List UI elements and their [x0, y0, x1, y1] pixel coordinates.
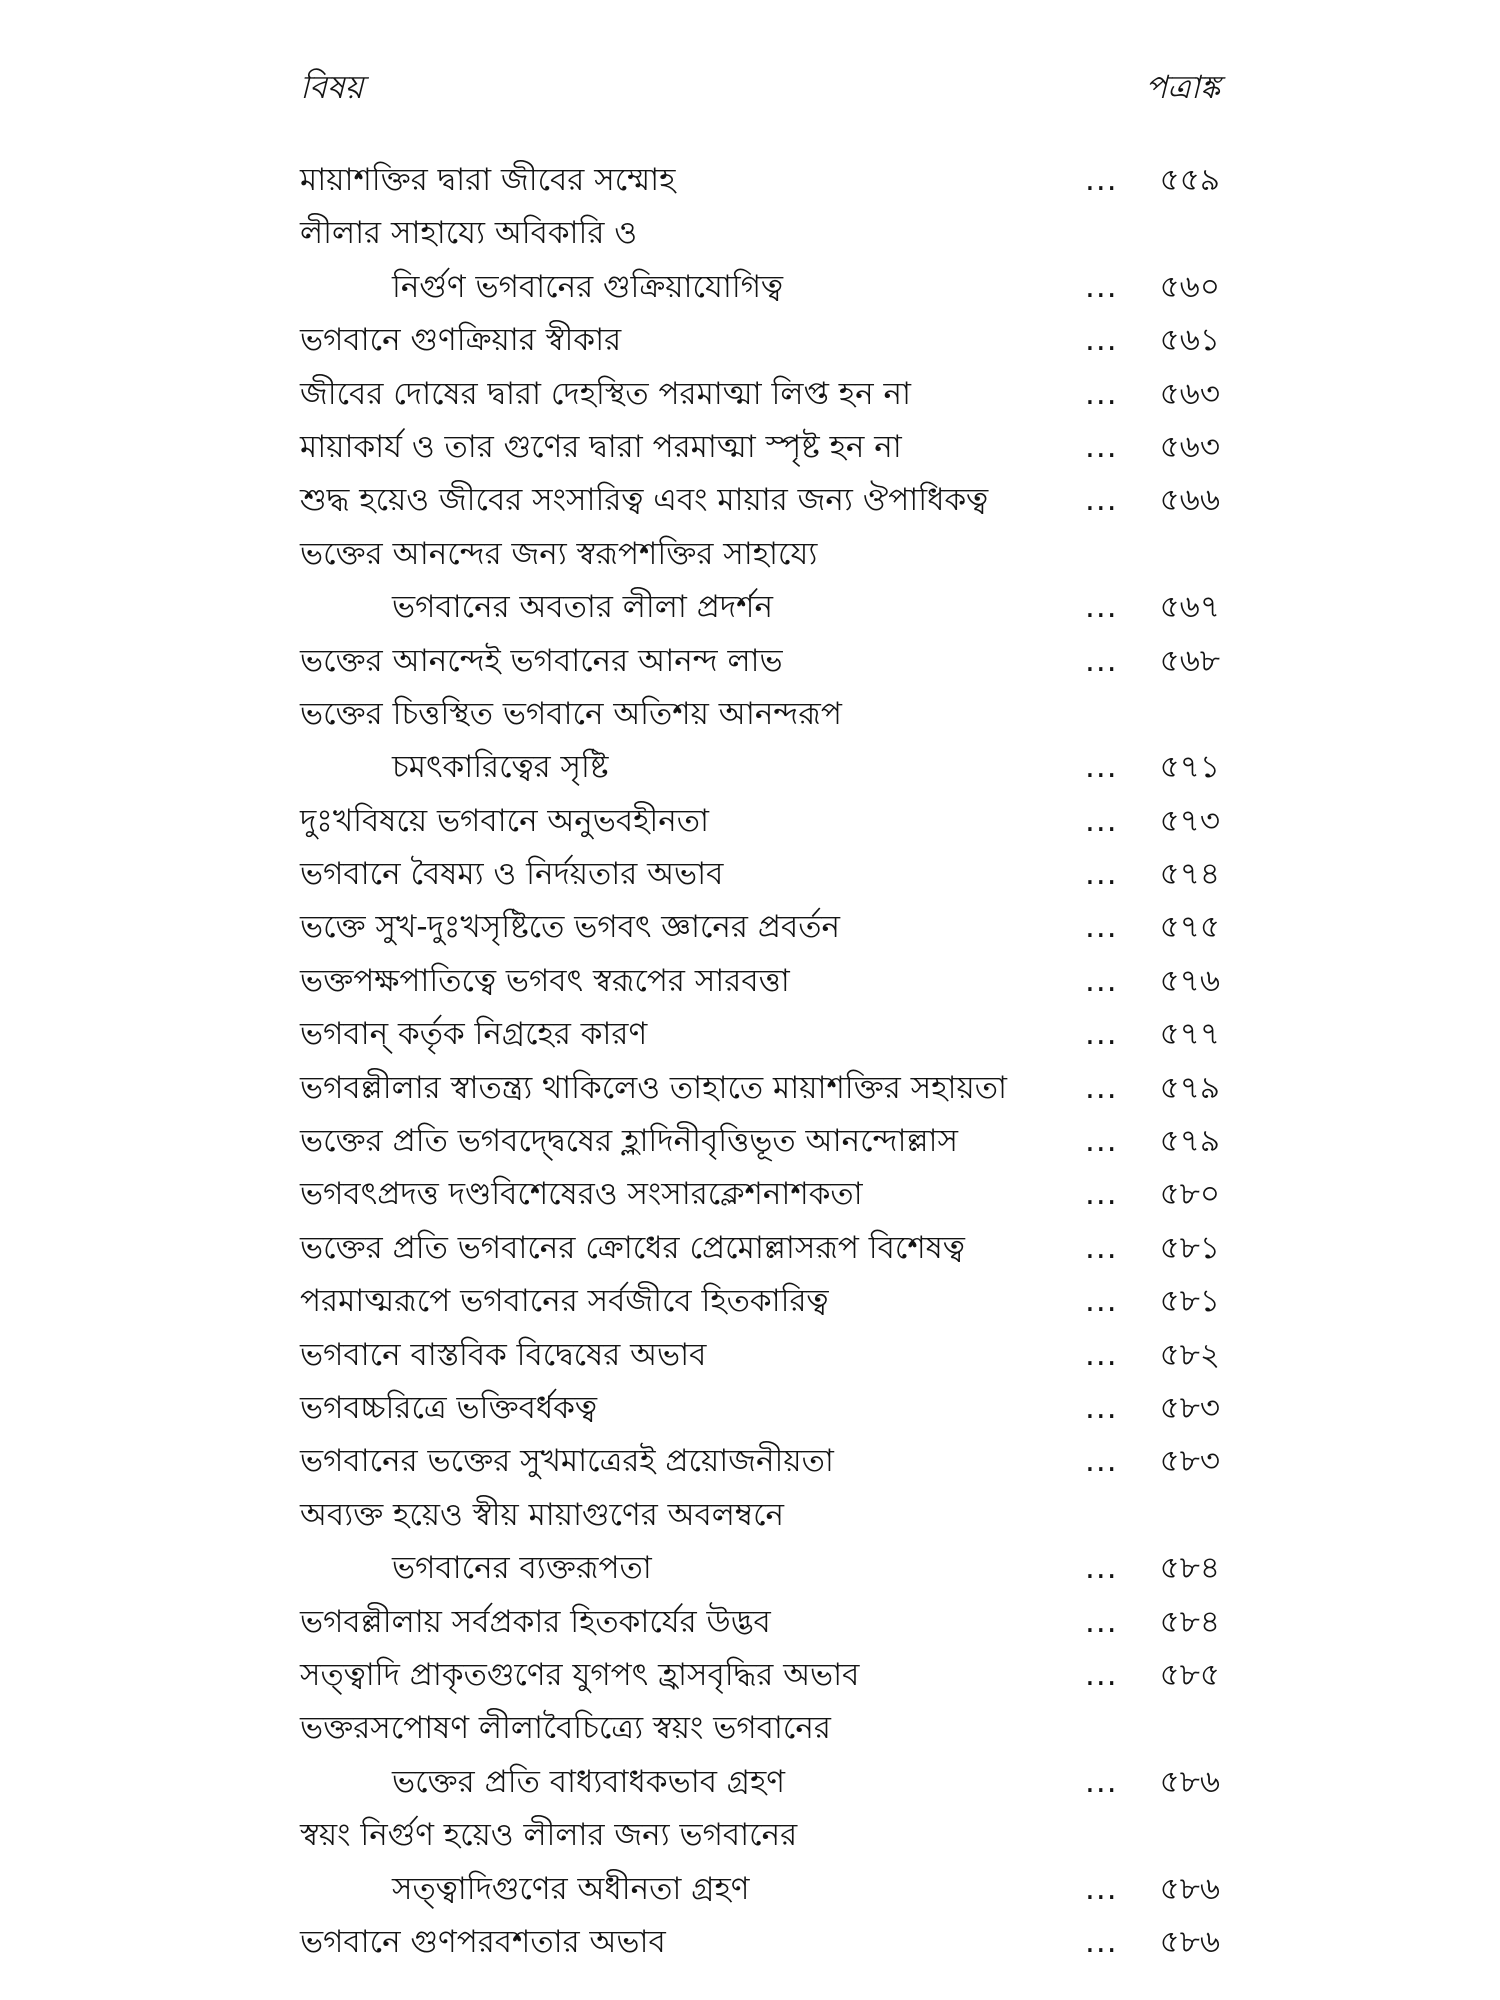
toc-entry	[300, 635, 1220, 688]
toc-entry-leader-dots: ...	[1085, 856, 1118, 893]
toc-entry-page-number: ৫৬১	[1159, 322, 1220, 359]
toc-entry-title: ভগবান্ কর্তৃক নিগ্রহের কারণ	[300, 1016, 648, 1053]
toc-entry-page-number: ৫৮০	[1159, 1176, 1220, 1213]
toc-entry-leader-dots: ...	[1085, 1389, 1118, 1426]
toc-entry	[300, 1008, 1220, 1061]
toc-entry-title: ভগবল্লীলায় সর্বপ্রকার হিতকার্যের উদ্ভব	[300, 1603, 771, 1640]
toc-entry	[300, 581, 1220, 634]
toc-entry-leader-dots: ...	[1085, 909, 1118, 946]
toc-entry-page-number: ৫৭৯	[1159, 1069, 1220, 1106]
toc-entry	[300, 1756, 1220, 1809]
toc-entry	[300, 1542, 1220, 1595]
toc-entry-leader-dots: ...	[1085, 642, 1118, 679]
toc-entry-leader-dots: ...	[1085, 802, 1118, 839]
toc-entry-leader-dots: ...	[1085, 1870, 1118, 1907]
toc-entry-leader-dots: ...	[1085, 1656, 1118, 1693]
toc-entry-page-number: ৫৬৮	[1159, 642, 1220, 679]
toc-entry-leader-dots: ...	[1085, 962, 1118, 999]
toc-entry-leader-dots: ...	[1085, 482, 1118, 519]
toc-entry-continued	[300, 207, 1220, 260]
toc-entry-leader-dots: ...	[1085, 268, 1118, 305]
toc-entry-page-number: ৫৭৯	[1159, 1123, 1220, 1160]
toc-entry	[300, 314, 1220, 367]
toc-entry-title: ভক্তের প্রতি ভগবদ্দ্বেষের হ্লাদিনীবৃত্তিভূত আনন্দোল্লাস	[300, 1123, 958, 1160]
toc-entry-title: ভক্তের চিত্তস্থিত ভগবানে অতিশয় আনন্দরূপ	[300, 695, 842, 732]
toc-entry-leader-dots: ...	[1085, 1763, 1118, 1800]
toc-entry	[300, 955, 1220, 1008]
toc-entry	[300, 741, 1220, 794]
toc-entry-leader-dots: ...	[1085, 1336, 1118, 1373]
toc-entry-continued	[300, 1489, 1220, 1542]
toc-entry-leader-dots: ...	[1085, 1283, 1118, 1320]
toc-entry-page-number: ৫৮৬	[1159, 1763, 1220, 1800]
toc-entry	[300, 261, 1220, 314]
toc-entry-page-number: ৫৮৪	[1159, 1550, 1220, 1587]
toc-entry	[300, 1435, 1220, 1488]
toc-entry-title: ভগবানে গুণপরবশতার অভাব	[300, 1923, 666, 1960]
toc-entry-page-number: ৫৭১	[1159, 749, 1220, 786]
toc-entry	[300, 154, 1220, 207]
toc-entry-leader-dots: ...	[1085, 322, 1118, 359]
toc-entry	[300, 848, 1220, 901]
toc-entry-page-number: ৫৭৩	[1159, 802, 1220, 839]
toc-entry-title: ভগবানে গুণক্রিয়ার স্বীকার	[300, 322, 622, 359]
toc-entry-title: ভক্তের আনন্দের জন্য স্বরূপশক্তির সাহায্যে	[300, 535, 818, 572]
toc-entry-leader-dots: ...	[1085, 589, 1118, 626]
toc-entry-title: ভগবানের অবতার লীলা প্রদর্শন	[392, 589, 773, 626]
toc-entry-page-number: ৫৭৬	[1159, 962, 1220, 999]
toc-list	[300, 154, 1220, 1969]
toc-entry-title: অব্যক্ত হয়েও স্বীয় মায়াগুণের অবলম্বনে	[300, 1496, 785, 1533]
toc-entry	[300, 901, 1220, 954]
toc-entry-title: জীবের দোষের দ্বারা দেহস্থিত পরমাত্মা লিপ্ত হন না	[300, 375, 911, 412]
toc-entry-leader-dots: ...	[1085, 1603, 1118, 1640]
toc-entry	[300, 1596, 1220, 1649]
toc-entry-title: ভক্তের প্রতি বাধ্যবাধকভাব গ্রহণ	[392, 1763, 786, 1800]
toc-entry-title: সত্ত্বাদিগুণের অধীনতা গ্রহণ	[392, 1870, 750, 1907]
toc-entry-leader-dots: ...	[1085, 1550, 1118, 1587]
toc-entry-page-number: ৫৮৫	[1159, 1656, 1220, 1693]
toc-entry-title: মায়াকার্য ও তার গুণের দ্বারা পরমাত্মা স্পৃষ্ট হন না	[300, 428, 902, 465]
toc-entry-page-number: ৫৭৫	[1159, 909, 1220, 946]
toc-entry-page-number: ৫৬৭	[1159, 589, 1220, 626]
toc-entry-title: ভগবল্লীলার স্বাতন্ত্র্য থাকিলেও তাহাতে মায়াশক্তির সহায়তা	[300, 1069, 1007, 1106]
toc-entry-title: ভগবানের ব্যক্তরূপতা	[392, 1550, 652, 1587]
toc-entry-leader-dots: ...	[1085, 1123, 1118, 1160]
toc-entry-continued	[300, 1809, 1220, 1862]
toc-entry	[300, 1115, 1220, 1168]
toc-entry	[300, 1863, 1220, 1916]
toc-entry-leader-dots: ...	[1085, 1923, 1118, 1960]
toc-entry-title: ভক্তরসপোষণ লীলাবৈচিত্র্যে স্বয়ং ভগবানের	[300, 1710, 831, 1747]
toc-entry-page-number: ৫৮৩	[1159, 1389, 1220, 1426]
toc-entry-leader-dots: ...	[1085, 428, 1118, 465]
toc-entry-leader-dots: ...	[1085, 1229, 1118, 1266]
toc-entry-title: মায়াশক্তির দ্বারা জীবের সম্মোহ	[300, 162, 676, 198]
toc-entry-page-number: ৫৭৪	[1159, 856, 1220, 893]
toc-header	[300, 56, 1220, 114]
toc-entry-page-number: ৫৮২	[1159, 1336, 1220, 1373]
toc-entry-page-number: ৫৫৯	[1159, 162, 1220, 198]
toc-entry-title: শুদ্ধ হয়েও জীবের সংসারিত্ব এবং মায়ার জন্য ঔপাধিকত্ব	[300, 482, 989, 519]
toc-entry-leader-dots: ...	[1085, 1016, 1118, 1053]
toc-entry	[300, 421, 1220, 474]
subject-column-heading: বিষয়	[300, 68, 364, 106]
toc-entry-title: ভগবানে বাস্তবিক বিদ্বেষের অভাব	[300, 1336, 707, 1373]
toc-entry-page-number: ৫৬৬	[1159, 482, 1220, 519]
toc-entry	[300, 368, 1220, 421]
toc-entry-page-number: ৫৮৬	[1159, 1923, 1220, 1960]
toc-entry-title: লীলার সাহায্যে অবিকারি ও	[300, 215, 638, 252]
toc-entry	[300, 1062, 1220, 1115]
toc-entry-leader-dots: ...	[1085, 1176, 1118, 1213]
toc-entry-title: চমৎকারিত্বের সৃষ্টি	[392, 749, 609, 786]
toc-entry-page-number: ৫৬৩	[1159, 375, 1220, 412]
toc-entry	[300, 1168, 1220, 1221]
toc-entry-leader-dots: ...	[1085, 749, 1118, 786]
toc-entry-page-number: ৫৮৪	[1159, 1603, 1220, 1640]
toc-entry-page-number: ৫৮৩	[1159, 1443, 1220, 1480]
toc-entry-page-number: ৫৬০	[1159, 268, 1220, 305]
toc-entry-title: সত্ত্বাদি প্রাকৃতগুণের যুগপৎ হ্রাসবৃদ্ধির অভাব	[300, 1656, 860, 1693]
toc-entry-continued	[300, 528, 1220, 581]
toc-entry	[300, 1275, 1220, 1328]
toc-entry-page-number: ৫৬৩	[1159, 428, 1220, 465]
toc-entry-page-number: ৫৭৭	[1159, 1016, 1220, 1053]
toc-entry-leader-dots: ...	[1085, 375, 1118, 412]
toc-entry	[300, 1649, 1220, 1702]
toc-entry	[300, 1916, 1220, 1969]
toc-entry	[300, 1382, 1220, 1435]
toc-entry	[300, 1222, 1220, 1275]
toc-entry-leader-dots: ...	[1085, 1443, 1118, 1480]
toc-entry-title: পরমাত্মরূপে ভগবানের সর্বজীবে হিতকারিত্ব	[300, 1283, 829, 1320]
toc-entry-title: ভক্তের আনন্দেই ভগবানের আনন্দ লাভ	[300, 642, 783, 679]
toc-entry-title: দুঃখবিষয়ে ভগবানে অনুভবহীনতা	[300, 802, 710, 839]
toc-entry-title: স্বয়ং নির্গুণ হয়েও লীলার জন্য ভগবানের	[300, 1817, 798, 1854]
toc-entry-title: ভক্তপক্ষপাতিত্বে ভগবৎ স্বরূপের সারবত্তা	[300, 962, 790, 999]
toc-entry-page-number: ৫৮১	[1159, 1283, 1220, 1320]
toc-entry-continued	[300, 1702, 1220, 1755]
toc-entry-page-number: ৫৮৬	[1159, 1870, 1220, 1907]
toc-entry-title: ভগবানের ভক্তের সুখমাত্রেরই প্রয়োজনীয়তা	[300, 1443, 834, 1480]
toc-entry-title: ভক্তে সুখ-দুঃখসৃষ্টিতে ভগবৎ জ্ঞানের প্রবর্তন	[300, 909, 840, 946]
toc-entry-title: নির্গুণ ভগবানের গুক্রিয়াযোগিত্ব	[392, 268, 784, 305]
toc-entry-leader-dots: ...	[1085, 1069, 1118, 1106]
toc-entry	[300, 1329, 1220, 1382]
toc-entry-title: ভগবানে বৈষম্য ও নির্দয়তার অভাব	[300, 856, 724, 893]
toc-entry	[300, 474, 1220, 527]
toc-entry	[300, 795, 1220, 848]
toc-entry-leader-dots: ...	[1085, 162, 1118, 198]
page-column-heading: পত্রাঙ্ক	[1145, 68, 1220, 106]
toc-entry-page-number: ৫৮১	[1159, 1229, 1220, 1266]
toc-entry-title: ভক্তের প্রতি ভগবানের ক্রোধের প্রেমোল্লাসরূপ বিশেষত্ব	[300, 1229, 965, 1266]
toc-entry-title: ভগবৎপ্রদত্ত দণ্ডবিশেষেরও সংসারক্লেশনাশকতা	[300, 1176, 863, 1213]
toc-entry-title: ভগবচ্চরিত্রে ভক্তিবর্ধকত্ব	[300, 1389, 597, 1426]
toc-page	[300, 56, 1220, 1969]
toc-entry-continued	[300, 688, 1220, 741]
